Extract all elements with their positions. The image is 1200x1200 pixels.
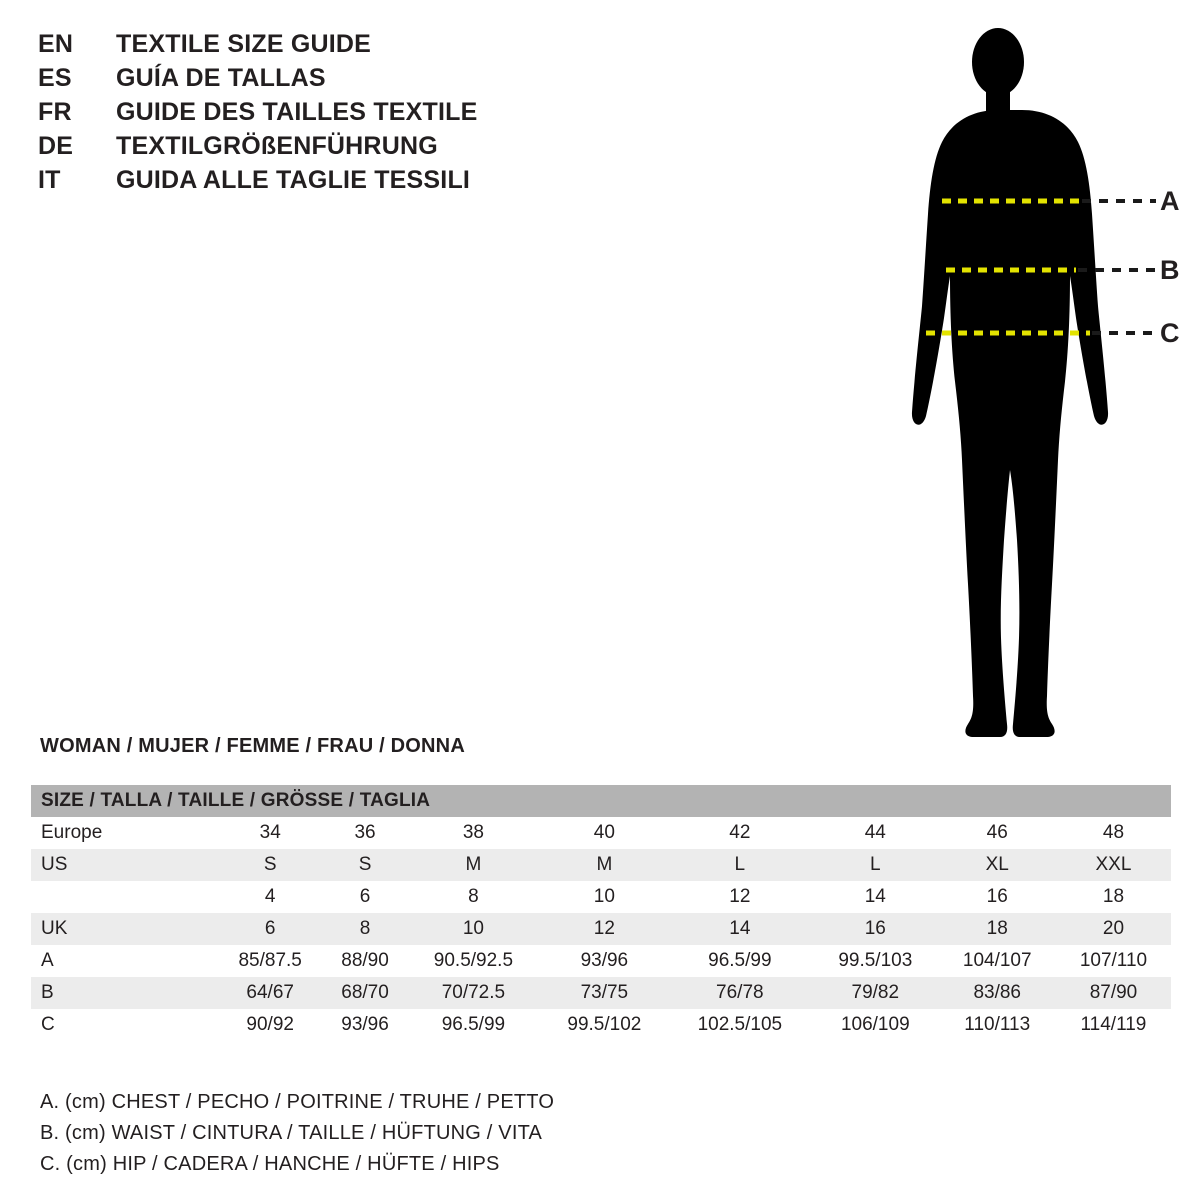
row-label-b: B [41,982,54,1003]
title-block [38,30,658,200]
cell-europe-7: 48 [1102,822,1125,843]
cell-us-7: XXL [1095,854,1132,875]
cell-a-7: 107/110 [1079,950,1148,971]
row-label-us-numeric [31,881,216,913]
cell-us-1: S [358,854,372,875]
title-row-it [38,166,658,200]
cell-us-5: L [870,854,881,875]
title-text-de: TEXTILGRÖßENFÜHRUNG [116,132,438,160]
cell-uk-1: 8 [359,918,371,939]
cell-c-5: 106/109 [840,1014,910,1035]
row-label-uk: UK [41,918,68,939]
cell-b-0: 64/67 [246,982,294,1003]
measure-label-c: C [1160,318,1180,348]
cell-b-7: 87/90 [1089,982,1138,1003]
cell-usnum-0: 4 [264,886,276,907]
measure-label-b: B [1160,255,1180,285]
table-header-row [31,785,1171,817]
cell-us-2: M [465,854,482,875]
cell-europe-3: 40 [593,822,615,843]
title-lang-it: IT [38,166,61,194]
cell-uk-3: 12 [593,918,615,939]
table-row-us [31,849,1171,881]
cell-a-0: 85/87.5 [238,950,302,971]
cell-europe-2: 38 [462,822,484,843]
cell-us-0: S [263,854,277,875]
legend-item-a: A. (cm) CHEST / PECHO / POITRINE / TRUHE / PETTO [40,1091,555,1113]
title-text-fr: GUIDE DES TAILLES TEXTILE [116,98,478,126]
measurement-figure [860,18,1180,748]
table-row-b [31,977,1171,1009]
row-label-c: C [41,1014,55,1035]
cell-c-2: 96.5/99 [441,1014,506,1035]
cell-c-1: 93/96 [341,1014,389,1035]
cell-usnum-5: 14 [864,886,886,907]
cell-uk-7: 20 [1102,918,1125,939]
cell-b-4: 76/78 [716,982,764,1003]
cell-europe-0: 34 [259,822,281,843]
legend [40,1087,554,1180]
table-row-us-numeric [31,881,1171,913]
table-row-uk [31,913,1171,945]
table-row-a [31,945,1171,977]
cell-a-4: 96.5/99 [708,950,772,971]
measure-label-a: A [1160,186,1180,216]
cell-a-6: 104/107 [962,950,1032,971]
cell-c-6: 110/113 [964,1014,1031,1035]
cell-us-6: XL [985,854,1009,875]
cell-uk-6: 18 [986,918,1008,939]
cell-c-0: 90/92 [246,1014,294,1035]
cell-a-2: 90.5/92.5 [433,950,514,971]
cell-usnum-3: 10 [593,886,615,907]
cell-uk-4: 14 [729,918,751,939]
row-label-us: US [41,854,68,875]
cell-b-6: 83/86 [973,982,1021,1003]
table-row-europe [31,817,1171,849]
legend-item-c: C. (cm) HIP / CADERA / HANCHE / HÜFTE / HIPS [40,1153,500,1175]
title-row-de [38,132,658,166]
title-lang-de: DE [38,132,74,160]
cell-europe-4: 42 [729,822,751,843]
cell-usnum-1: 6 [359,886,371,907]
cell-a-3: 93/96 [580,950,629,971]
section-heading-woman: WOMAN / MUJER / FEMME / FRAU / DONNA [40,735,465,757]
title-text-es: GUÍA DE TALLAS [116,64,326,92]
title-row-en [38,30,658,64]
cell-europe-5: 44 [864,822,886,843]
cell-b-3: 73/75 [580,982,629,1003]
table-row-c [31,1009,1171,1041]
title-row-es [38,64,658,98]
title-lang-en: EN [38,30,74,58]
legend-item-b: B. (cm) WAIST / CINTURA / TAILLE / HÜFTUNG / VITA [40,1122,543,1144]
cell-uk-0: 6 [264,918,276,939]
cell-usnum-4: 12 [729,886,751,907]
size-table [31,785,1171,1041]
cell-b-5: 79/82 [851,982,900,1003]
cell-usnum-2: 8 [468,886,479,907]
cell-c-7: 114/119 [1080,1014,1147,1035]
row-label-a: A [41,950,54,971]
cell-c-3: 99.5/102 [567,1014,642,1035]
row-label-europe: Europe [41,822,103,843]
cell-b-1: 68/70 [341,982,389,1003]
title-text-it: GUIDA ALLE TAGLIE TESSILI [116,166,471,194]
cell-europe-1: 36 [354,822,376,843]
cell-usnum-6: 16 [986,886,1008,907]
title-lang-fr: FR [38,98,72,126]
cell-c-4: 102.5/105 [697,1014,783,1035]
title-row-fr [38,98,658,132]
cell-uk-2: 10 [462,918,484,939]
female-silhouette-icon [860,18,1180,748]
cell-us-3: M [596,854,613,875]
cell-us-4: L [734,854,746,875]
table-header-label: SIZE / TALLA / TAILLE / GRÖSSE / TAGLIA [41,790,431,811]
title-lang-es: ES [38,64,72,92]
cell-b-2: 70/72.5 [441,982,506,1003]
cell-uk-5: 16 [864,918,886,939]
cell-europe-6: 46 [986,822,1008,843]
title-text-en: TEXTILE SIZE GUIDE [116,30,372,58]
cell-usnum-7: 18 [1102,886,1125,907]
cell-a-5: 99.5/103 [838,950,913,971]
cell-a-1: 88/90 [341,950,389,971]
